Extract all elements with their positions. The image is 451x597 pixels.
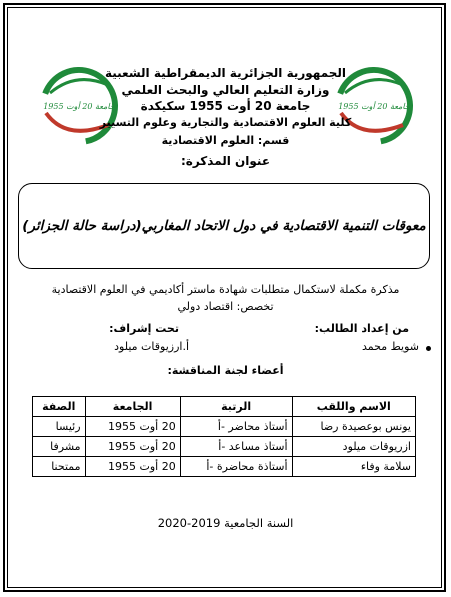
header-republic: الجمهورية الجزائرية الديمقراطية الشعبية xyxy=(104,66,347,80)
logo-text-left: جامعة 20 أوت 1955 xyxy=(43,102,115,111)
member-name: سلامة وفاء xyxy=(292,457,415,477)
student-label: من إعداد الطالب: xyxy=(314,322,409,335)
col-rank-header: الرتبة xyxy=(180,397,292,417)
purpose-line1: مذكرة مكملة لاستكمال متطلبات شهادة ماستر أكاديمي في العلوم الاقتصادية xyxy=(51,283,400,296)
col-university-header: الجامعة xyxy=(85,397,180,417)
header-faculty: كلية العلوم الاقتصادية والتجارية وعلوم التسيير xyxy=(99,116,352,129)
header-university: جامعة 20 أوت 1955 سكيكدة xyxy=(140,99,311,113)
member-role: رئيسا xyxy=(33,417,86,437)
table-row xyxy=(33,417,416,437)
table-row xyxy=(33,457,416,477)
member-rank: أستاذ مساعد -أ xyxy=(180,437,292,457)
member-rank: أستاذة محاضرة -أ xyxy=(180,457,292,477)
member-university: 20 أوت 1955 xyxy=(85,417,180,437)
committee-table xyxy=(32,396,416,477)
header-ministry: وزارة التعليم العالي والبحث العلمي xyxy=(121,83,330,97)
member-university: 20 أوت 1955 xyxy=(85,457,180,477)
col-role-header: الصفة xyxy=(33,397,86,417)
table-row xyxy=(33,437,416,457)
header-department: قسم: العلوم الاقتصادية xyxy=(161,134,290,147)
student-name: شويط محمد xyxy=(361,340,419,353)
memo-title-box xyxy=(18,183,430,269)
member-name: يونس بوعصيدة رضا xyxy=(292,417,415,437)
member-name: ازريوقات ميلود xyxy=(292,437,415,457)
committee-label: أعضاء لجنة المناقشة: xyxy=(167,364,284,377)
logo-text-right: جامعة 20 أوت 1955 xyxy=(338,102,410,111)
member-rank: أستاذ محاضر -أ xyxy=(180,417,292,437)
supervisor-label: تحت إشراف: xyxy=(109,322,179,335)
member-university: 20 أوت 1955 xyxy=(85,437,180,457)
member-role: مشرفا xyxy=(33,437,86,457)
memo-title-label: عنوان المذكرة: xyxy=(180,154,271,168)
col-name-header: الاسم واللقب xyxy=(292,397,415,417)
supervisor-name: أ.ارزيوقات ميلود xyxy=(114,340,189,353)
student-bullet xyxy=(426,346,431,351)
memo-title: معوقات التنمية الاقتصادية في دول الاتحاد المغاربي(دراسة حالة الجزائر) xyxy=(22,218,426,234)
member-role: ممتحنا xyxy=(33,457,86,477)
purpose-specialty: تخصص: اقتصاد دولي xyxy=(177,300,274,313)
committee-header-row xyxy=(33,397,416,417)
academic-year: السنة الجامعية 2019-2020 xyxy=(157,516,294,530)
